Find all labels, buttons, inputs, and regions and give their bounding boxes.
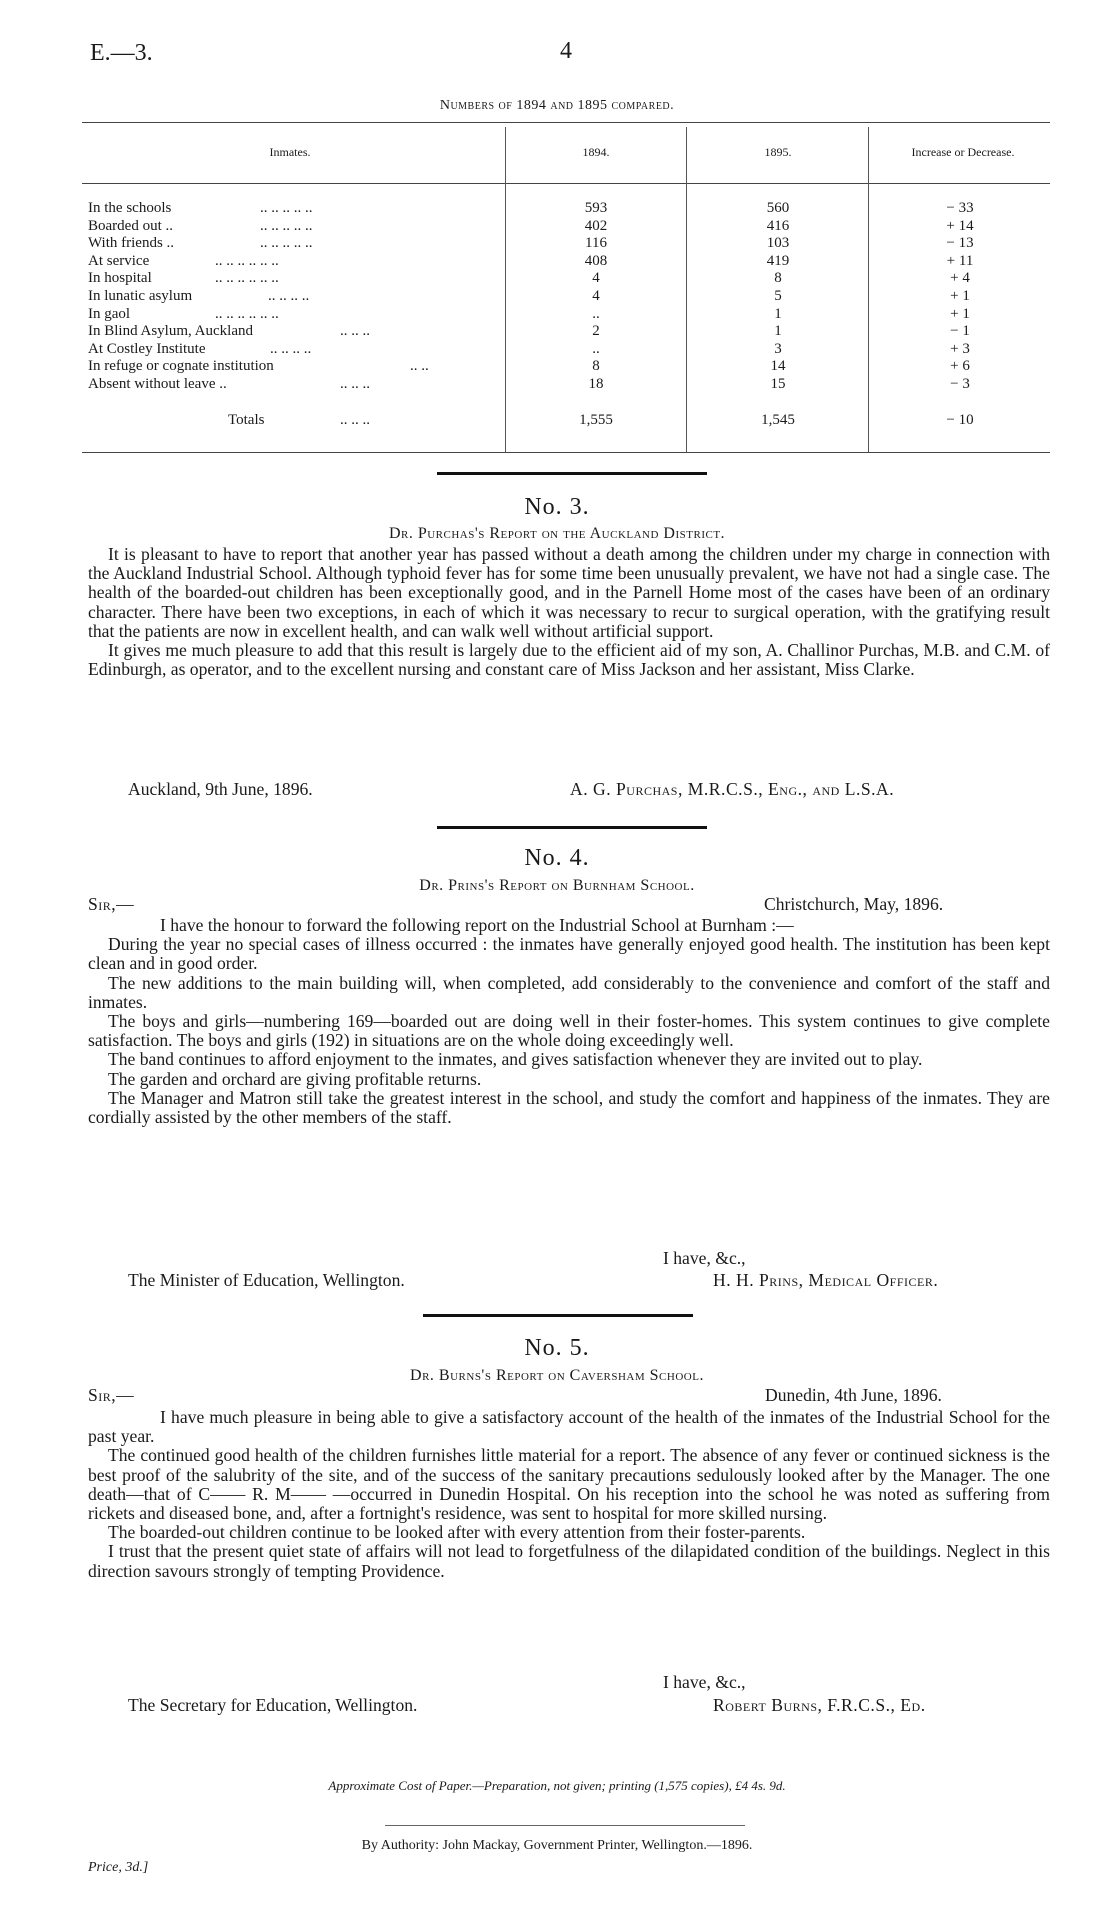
report-4-addressee: The Minister of Education, Wellington. — [128, 1270, 405, 1290]
value-1895: 419 — [766, 252, 790, 269]
paragraph: The band continues to afford enjoyment to the inmates, and gives satisfaction whenever they are invited out to play. — [108, 1049, 923, 1070]
value-1895: 14 — [770, 358, 786, 375]
paragraph: During the year no special cases of illness occurred : the inmates have generally enjoyed good health. The institution has been kept clean and in good order. — [88, 934, 1050, 974]
report-3-number: No. 3. — [524, 494, 590, 520]
paragraph: The continued good health of the children furnishes little material for a report. The absence of any fever or continued sickness is the best proof of the salubrity of the site, and of the success of the sanitary precautions sedulously looked after by the Manager. The one death—that of C—— R. M—— —occurred in Dunedin Hospital. On his reception into the school he was noted as suffering from rickets and diseased bone, and, after a fortnight's residence, was sent to hospital for more skilled nursing. — [88, 1445, 1050, 1524]
paragraph: I have the honour to forward the following report on the Industrial School at Burnham :— — [160, 915, 794, 935]
column-divider — [505, 127, 506, 452]
column-header-change: Increase or Decrease. — [911, 145, 1015, 159]
value-1894: 408 — [584, 252, 608, 269]
printer-authority: By Authority: John Mackay, Government Printer, Wellington.—1896. — [361, 1838, 753, 1853]
table-bottom-rule — [82, 452, 1050, 453]
value-change: + 6 — [950, 358, 970, 375]
table-row-label: In the schools — [88, 200, 172, 216]
report-3-title: Dr. Purchas's Report on the Auckland District. — [388, 525, 726, 542]
paragraph: The boarded-out children continue to be looked after with every attention from their foster-parents. — [108, 1522, 806, 1543]
leader-dots: .. .. .. .. .. .. — [215, 305, 279, 322]
value-1895: 15 — [770, 376, 786, 392]
value-1895: 5 — [774, 288, 782, 304]
section-divider — [437, 472, 707, 475]
table-row-label: Boarded out .. — [88, 217, 173, 234]
leader-dots: .. .. .. .. — [270, 340, 312, 357]
report-3-place-date: Auckland, 9th June, 1896. — [128, 779, 313, 799]
value-1894: 4 — [592, 270, 600, 287]
footer-rule — [385, 1825, 745, 1826]
value-change: + 11 — [946, 252, 974, 269]
value-1894: 402 — [584, 217, 608, 234]
report-3-body — [88, 545, 1050, 679]
leader-dots: .. .. .. .. .. — [260, 235, 313, 252]
value-change: − 13 — [946, 235, 974, 252]
total-1894: 1,555 — [579, 412, 613, 428]
paragraph: The new additions to the main building will, when completed, add considerably to the convenience and comfort of the staff and inmates. — [88, 972, 1050, 1012]
value-change: − 3 — [950, 376, 970, 392]
leader-dots: .. .. — [410, 358, 429, 375]
column-header-1894: 1894. — [582, 145, 610, 159]
section-divider — [423, 1314, 693, 1317]
report-4-signature: H. H. Prins, Medical Officer. — [713, 1270, 939, 1290]
value-1895: 3 — [774, 340, 782, 357]
column-header-inmates: Inmates. — [269, 145, 311, 159]
value-1895: 103 — [766, 235, 790, 252]
report-5-title: Dr. Burns's Report on Caversham School. — [410, 1367, 704, 1384]
report-4-closing: I have, &c., — [663, 1248, 746, 1268]
table-row-label: In Blind Asylum, Auckland — [88, 323, 253, 340]
report-4-salutation: Sir,— — [88, 894, 135, 914]
leader-dots: .. .. .. .. .. — [260, 217, 313, 234]
report-5-place-date: Dunedin, 4th June, 1896. — [765, 1385, 942, 1405]
leader-dots: .. .. .. — [340, 412, 370, 428]
leader-dots: .. .. .. .. .. — [260, 200, 313, 216]
table-title: Numbers of 1894 and 1895 compared. — [439, 98, 675, 113]
value-1894: .. — [592, 340, 600, 357]
paragraph: The Manager and Matron still take the greatest interest in the school, and study the comfort and happiness of the inmates. They are cordially assisted by the other members of the staff. — [88, 1087, 1050, 1128]
leader-dots: .. .. .. .. .. .. — [215, 252, 279, 269]
table-row-label: Absent without leave .. — [88, 376, 227, 392]
value-1895: 1 — [774, 323, 782, 340]
cost-note: Approximate Cost of Paper.—Preparation, not given; printing (1,575 copies), £4 4s. 9d. — [328, 1778, 786, 1793]
report-4-number: No. 4. — [524, 845, 590, 871]
document-code: E.—3. — [90, 40, 153, 66]
value-1894: 4 — [592, 288, 600, 304]
table-top-rule — [82, 122, 1050, 123]
report-5-signature: Robert Burns, F.R.C.S., Ed. — [713, 1695, 926, 1715]
value-1894: 116 — [585, 235, 607, 252]
table-row-label: With friends .. — [88, 235, 175, 252]
report-5-closing: I have, &c., — [663, 1672, 746, 1692]
value-1895: 416 — [766, 217, 790, 234]
price: Price, 3d.] — [88, 1860, 149, 1875]
table-row-label: In lunatic asylum — [88, 288, 193, 304]
report-3-signature: A. G. Purchas, M.R.C.S., Eng., and L.S.A. — [570, 779, 895, 799]
leader-dots: .. .. .. .. — [268, 288, 310, 304]
value-1895: 8 — [774, 270, 782, 287]
table-row-label: In hospital — [88, 270, 152, 287]
total-1895: 1,545 — [761, 412, 795, 428]
report-5-salutation: Sir,— — [88, 1385, 135, 1405]
table-row-label: In refuge or cognate institution — [88, 358, 274, 375]
value-1894: .. — [592, 305, 600, 322]
value-change: + 4 — [950, 270, 970, 287]
value-change: + 1 — [950, 288, 970, 304]
value-1895: 1 — [774, 305, 782, 322]
report-5-addressee: The Secretary for Education, Wellington. — [128, 1695, 418, 1715]
page-number: 4 — [560, 38, 572, 64]
column-header-1895: 1895. — [764, 145, 792, 159]
paragraph: I trust that the present quiet state of affairs will not lead to forgetfulness of the dilapidated condition of the buildings. Neglect in this direction savours strongly of tempting Providence. — [88, 1541, 1050, 1581]
paragraph: It is pleasant to have to report that another year has passed without a death among the children under my charge in connection with the Auckland Industrial School. Although typhoid fever has for some time been unusually prevalent, we have not had a single case. The health of the boarded-out children has been exceptionally good, and in the Parnell Home most of the cases have been of an ordinary character. There have been two exceptions, in each of which it was necessary to recur to surgical operation, with the gratifying result that the patients are now in excellent health, and can walk well without artificial support. — [88, 544, 1050, 641]
leader-dots: .. .. .. — [340, 323, 370, 340]
report-4-place-date: Christchurch, May, 1896. — [764, 894, 944, 914]
paragraph: The boys and girls—numbering 169—boarded out are doing well in their foster-homes. This system continues to give complete satisfaction. The boys and girls (192) in situations are on the whole doing exceedingly well. — [88, 1011, 1050, 1051]
section-divider — [437, 826, 707, 829]
column-divider — [868, 127, 869, 452]
paragraph: It gives me much pleasure to add that this result is largely due to the efficient aid of my son, A. Challinor Purchas, M.B. and C.M. of Edinburgh, as operator, and to the excellent nursing and constant care of Miss Jackson and her assistant, Miss Clarke. — [88, 640, 1050, 680]
value-1895: 560 — [766, 200, 790, 216]
value-change: − 1 — [950, 323, 970, 340]
table-row-label: In gaol — [88, 305, 131, 322]
report-4-title: Dr. Prins's Report on Burnham School. — [419, 877, 695, 894]
table-row-label: At Costley Institute — [88, 340, 206, 357]
value-1894: 18 — [588, 376, 604, 392]
paragraph: The garden and orchard are giving profitable returns. — [108, 1068, 482, 1089]
report-5-number: No. 5. — [524, 1335, 590, 1361]
value-change: − 33 — [946, 200, 974, 216]
value-1894: 2 — [592, 323, 600, 340]
leader-dots: .. .. .. .. .. .. — [215, 270, 279, 287]
table-header-rule — [82, 183, 1050, 184]
total-change: − 10 — [946, 412, 974, 428]
value-1894: 8 — [592, 358, 600, 375]
value-1894: 593 — [584, 200, 608, 216]
value-change: + 14 — [946, 217, 974, 234]
leader-dots: .. .. .. — [340, 376, 370, 392]
table-row-label: At service — [88, 252, 150, 269]
column-divider — [686, 127, 687, 452]
report-5-body — [88, 1408, 1050, 1581]
value-change: + 1 — [950, 305, 970, 322]
paragraph: I have much pleasure in being able to give a satisfactory account of the health of the inmates of the Industrial School for the past year. — [88, 1407, 1050, 1447]
report-4-body — [88, 916, 1050, 1127]
value-change: + 3 — [950, 340, 970, 357]
totals-label: Totals — [228, 412, 265, 428]
